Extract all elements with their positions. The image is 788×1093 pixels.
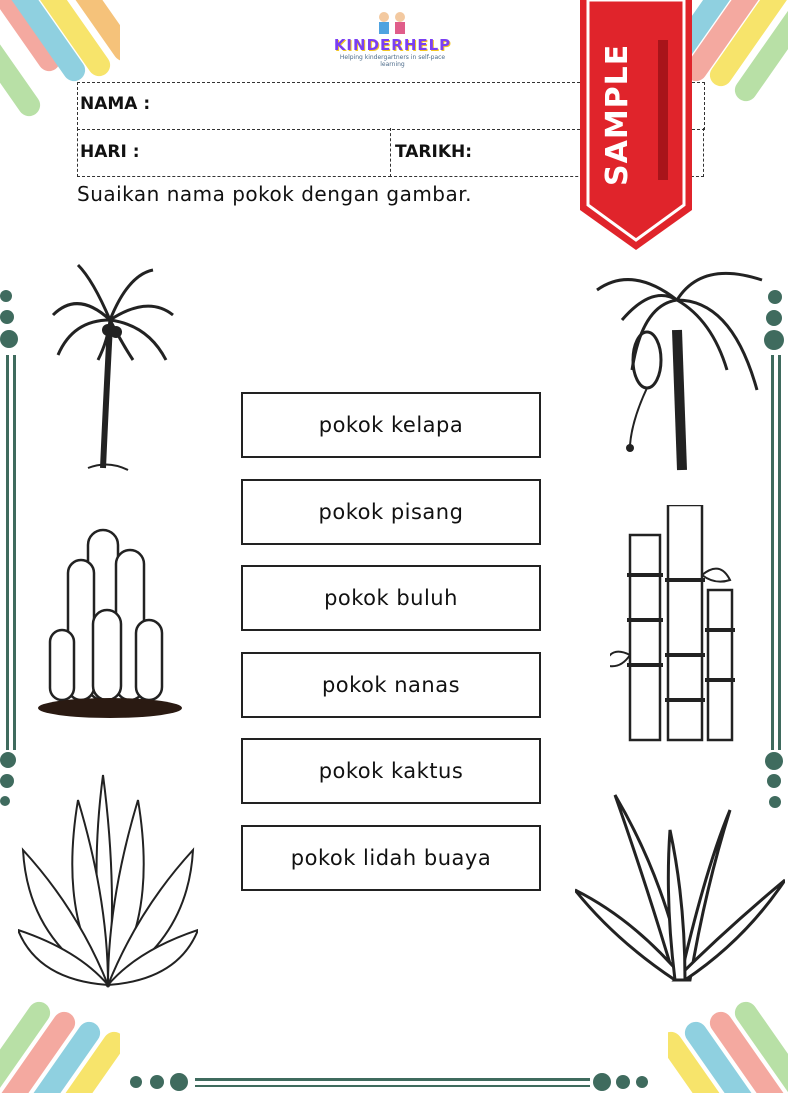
dot [768, 290, 782, 304]
pineapple-plant-icon [18, 770, 198, 990]
dot [170, 1073, 188, 1091]
label-box-pisang[interactable]: pokok pisang [241, 479, 541, 545]
label-box-kelapa[interactable]: pokok kelapa [241, 392, 541, 458]
dot [150, 1075, 164, 1089]
kids-illustration-icon [372, 10, 412, 36]
dot [0, 796, 10, 806]
dot [616, 1075, 630, 1089]
banana-tree-icon [592, 260, 767, 475]
label-box-nanas[interactable]: pokok nanas [241, 652, 541, 718]
dot [766, 310, 782, 326]
dot [130, 1076, 142, 1088]
label-box-buluh[interactable]: pokok buluh [241, 565, 541, 631]
cactus-icon [38, 520, 188, 720]
logo [330, 8, 455, 70]
coconut-tree-icon [48, 260, 178, 475]
dot [0, 774, 14, 788]
dot [764, 330, 784, 350]
dot [765, 752, 783, 770]
dot [0, 290, 12, 302]
logo-tagline: Helping kindergartners in self-pace learning [339, 54, 446, 68]
hari-label: HARI : [80, 142, 140, 162]
tarikh-label: TARIKH: [395, 142, 473, 162]
dot [767, 774, 781, 788]
dot [0, 752, 16, 768]
left-border-line-inner [13, 355, 16, 750]
instruction: Suaikan nama pokok dengan gambar. [77, 182, 472, 206]
label-box-kaktus[interactable]: pokok kaktus [241, 738, 541, 804]
right-border-line [771, 355, 774, 750]
dot [0, 310, 14, 324]
right-border-line-inner [778, 355, 781, 750]
bamboo-icon [610, 505, 750, 745]
label-box-lidah-buaya[interactable]: pokok lidah buaya [241, 825, 541, 891]
bottom-border-line-inner [195, 1085, 590, 1087]
nama-label: NAMA : [80, 94, 151, 114]
dot [636, 1076, 648, 1088]
dot [0, 330, 18, 348]
aloe-vera-icon [575, 790, 785, 985]
left-border-line [6, 355, 9, 750]
logo-name: KINDERHELP [333, 36, 452, 54]
bottom-border-line [195, 1078, 590, 1081]
sample-watermark: SAMPLE [600, 43, 635, 187]
dot [593, 1073, 611, 1091]
